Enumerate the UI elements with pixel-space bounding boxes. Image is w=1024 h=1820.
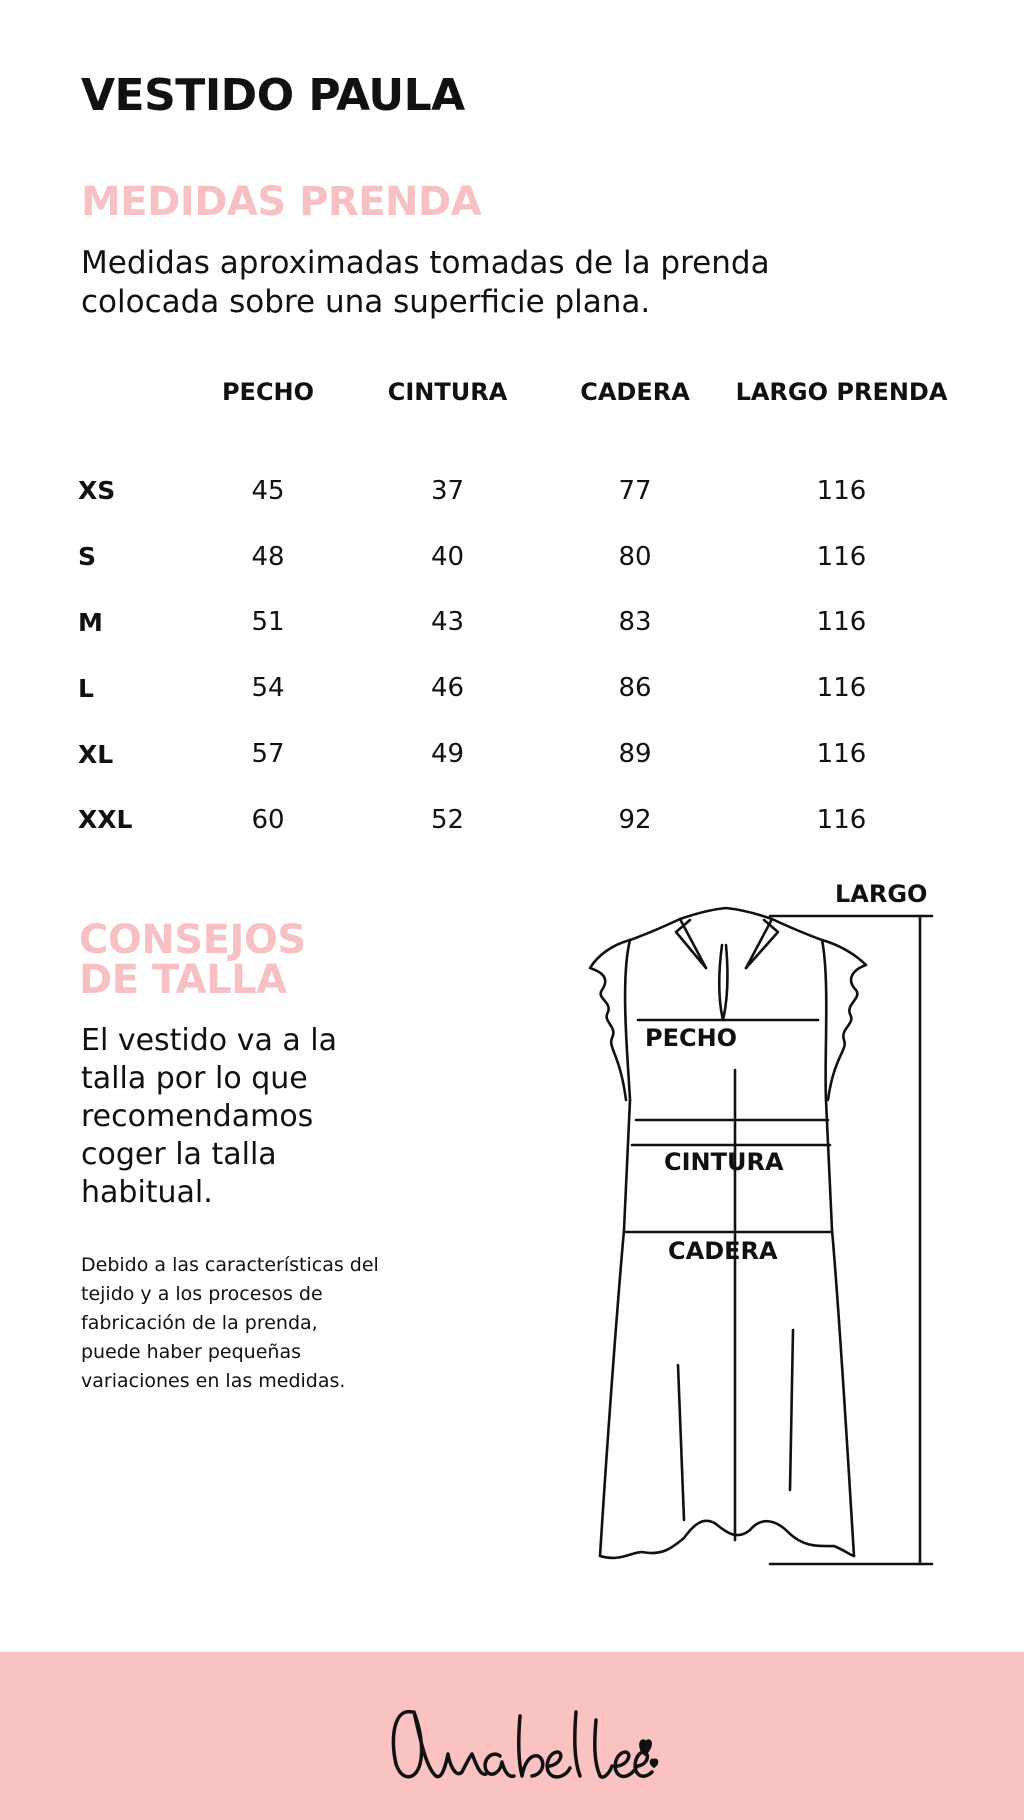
cintura-value: 37 (430, 475, 465, 506)
pecho-value: 60 (251, 804, 285, 835)
brand-logo (380, 1668, 660, 1808)
largo-value: 116 (816, 804, 867, 835)
largo-label: LARGO (835, 880, 928, 908)
size-label: M (78, 607, 103, 637)
size-label: XXL (78, 805, 133, 835)
cadera-label: CADERA (668, 1237, 778, 1265)
cadera-value: 89 (618, 739, 652, 770)
cintura-label: CINTURA (664, 1148, 784, 1176)
pecho-value: 57 (251, 739, 285, 770)
table-row (66, 524, 968, 590)
size-table (66, 370, 968, 853)
cadera-value: 92 (618, 804, 652, 835)
largo-value: 116 (816, 607, 867, 638)
column-header-size (66, 370, 196, 458)
cadera-value: 83 (618, 607, 652, 638)
cintura-value: 49 (430, 739, 465, 770)
cadera-value: 80 (618, 541, 652, 572)
largo-value: 116 (816, 739, 867, 770)
table-header-row (66, 370, 968, 458)
cintura-value: 40 (430, 541, 465, 572)
largo-value: 116 (816, 673, 867, 704)
size-label: XS (78, 476, 116, 506)
tips-heading-line2: DE TALLA (79, 957, 287, 1003)
table-row (66, 458, 968, 524)
measures-description: Medidas aproximadas tomadas de la prenda colocada sobre una superficie plana. (81, 245, 770, 320)
table-row (66, 721, 968, 787)
size-label: S (78, 542, 97, 572)
size-label: L (78, 673, 94, 703)
page-title: VESTIDO PAULA (81, 70, 465, 121)
table-row (66, 787, 968, 853)
cintura-value: 52 (430, 804, 465, 835)
cadera-value: 77 (618, 475, 652, 506)
tips-heading-line1: CONSEJOS (79, 917, 306, 963)
table-row (66, 590, 968, 656)
table-row (66, 655, 968, 721)
largo-value: 116 (816, 541, 867, 572)
column-header-largo: LARGO PRENDA (735, 378, 948, 406)
dress-diagram (570, 870, 950, 1570)
pecho-value: 51 (251, 607, 285, 638)
largo-value: 116 (816, 475, 867, 506)
tips-body: El vestido va a la talla por lo que recomendamos coger la talla habitual. (81, 1023, 338, 1210)
pecho-value: 54 (251, 673, 285, 704)
column-header-cintura: CINTURA (387, 378, 508, 406)
column-header-pecho: PECHO (221, 378, 315, 406)
tips-note: Debido a las características del tejido y a los procesos de fabricación de la prenda, puede haber pequeñas variaciones en las medidas. (81, 1254, 379, 1392)
dress-outline-icon (590, 908, 866, 1558)
cintura-value: 43 (430, 607, 465, 638)
column-header-cadera: CADERA (580, 378, 690, 406)
tips-heading (79, 917, 306, 1003)
cintura-value: 46 (430, 673, 465, 704)
pecho-label: PECHO (645, 1024, 738, 1052)
cadera-value: 86 (618, 673, 652, 704)
pecho-value: 48 (251, 541, 285, 572)
measures-heading: MEDIDAS PRENDA (81, 179, 482, 225)
footer (0, 1652, 1024, 1820)
brand-signature-icon (393, 1712, 656, 1777)
size-label: XL (78, 739, 114, 769)
pecho-value: 45 (251, 475, 285, 506)
